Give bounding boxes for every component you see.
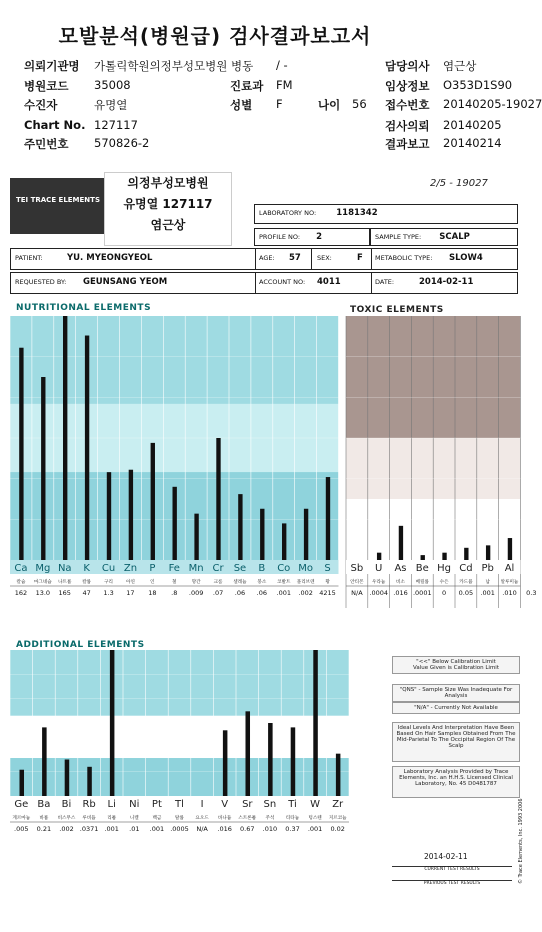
header-label: 임상정보 [385, 79, 430, 93]
result-value: .009 [188, 589, 204, 597]
requested-row: REQUESTED BY: GEUNSANG YEOM ACCOUNT NO: 4011 DATE: 2014-02-11 [10, 272, 518, 294]
element-symbol: Tl [175, 799, 184, 810]
bar-sn [268, 723, 273, 796]
result-value: .002 [59, 825, 74, 833]
element-symbol: P [149, 563, 156, 574]
stamp-line: 의정부성모병원 [127, 176, 209, 190]
element-symbol: Ba [37, 799, 51, 810]
header-label: 진료과 [230, 79, 264, 93]
bar-hg [442, 553, 446, 560]
bar-s [326, 477, 330, 560]
result-value: .07 [212, 589, 224, 597]
result-value: .0005 [170, 825, 189, 833]
element-korean-name: 붕소 [257, 580, 267, 585]
header-label: 수진자 [24, 98, 58, 112]
bar-li [110, 650, 115, 796]
header-value: / - [276, 58, 288, 72]
header-value: 유명열 [94, 98, 128, 112]
element-korean-name: 철 [172, 580, 177, 585]
bar-al [508, 538, 512, 560]
element-symbol: Ca [14, 563, 28, 574]
result-value: .06 [234, 589, 246, 597]
legend-laboratory: Laboratory Analysis Provided by Trace Elements, Inc. an H.H.S. Licensed Clinical Laboratory, No. 45 D0481787 [392, 766, 520, 798]
header-value: 127117 [94, 118, 138, 132]
bar-zr [336, 754, 341, 796]
element-korean-name: 티타늄 [285, 816, 300, 821]
nutritional-title: NUTRITIONAL ELEMENTS [16, 303, 152, 313]
bar-pb [486, 545, 490, 560]
result-value: .010 [502, 589, 517, 597]
legend-qns: "QNS" - Sample Size Was Inadequate For Analysis [392, 684, 520, 702]
additional-title: ADDITIONAL ELEMENTS [16, 640, 145, 650]
laboratory-no-box: LABORATORY NO: 1181342 [254, 204, 518, 224]
bar-cr [216, 438, 220, 560]
chart-band [10, 758, 349, 796]
result-value: 1.3 [103, 589, 114, 597]
header-value: F [276, 97, 283, 111]
result-value: .002 [298, 589, 313, 597]
nutritional-elements-chart [10, 314, 340, 606]
element-symbol: Sr [242, 799, 253, 810]
profile-no-box: PROFILE NO: 2 [254, 228, 370, 246]
header-label: 접수번호 [385, 98, 430, 112]
result-value: 0.67 [240, 825, 255, 833]
result-value: 0 [442, 589, 447, 597]
element-korean-name: 코발트 [277, 580, 291, 585]
element-korean-name: 비스무스 [57, 816, 76, 821]
bar-p [151, 443, 155, 560]
footer-current: CURRENT TEST RESULTS [392, 866, 512, 872]
element-symbol: Se [233, 563, 247, 574]
element-korean-name: 우라늄 [372, 580, 386, 585]
chart-band [10, 716, 349, 758]
element-symbol: Pb [481, 563, 494, 574]
element-korean-name: 바륨 [39, 816, 49, 821]
header-value: FM [276, 78, 293, 92]
hospital-stamp [104, 172, 232, 246]
result-value: .0001 [412, 589, 432, 597]
element-symbol: Mn [188, 563, 204, 574]
element-symbol: Al [504, 563, 515, 574]
element-symbol: Pt [151, 799, 162, 810]
element-symbol: Rb [82, 799, 96, 810]
result-value: .001 [104, 825, 119, 833]
result-value: 47 [82, 589, 91, 597]
header-value: O353D1S90 [443, 78, 513, 92]
header-label: 담당의사 [385, 59, 430, 73]
result-value: 17 [126, 589, 135, 597]
element-korean-name: 나트륨 [58, 580, 72, 585]
element-korean-name: 비소 [396, 580, 405, 585]
result-value: 0.3 [526, 589, 537, 597]
legend-na: "N/A" - Currently Not Available [392, 702, 520, 714]
element-symbol: Sb [350, 563, 364, 574]
result-value: .005 [14, 825, 29, 833]
bar-na [63, 316, 67, 560]
toxic-elements-chart [346, 316, 537, 622]
bar-be [421, 555, 425, 560]
result-value: N/A [351, 589, 363, 597]
element-symbol: Ni [129, 799, 140, 810]
bar-ge [19, 770, 24, 796]
stamp-line: 유명열 127117 [123, 197, 213, 211]
element-korean-name: 탈륨 [175, 816, 184, 821]
element-symbol: K [83, 563, 90, 574]
element-korean-name: 구리 [104, 580, 113, 585]
bar-k [85, 336, 89, 560]
element-symbol: Be [415, 563, 429, 574]
bar-ti [291, 727, 296, 796]
bar-mn [194, 514, 198, 560]
element-symbol: U [375, 563, 383, 574]
element-symbol: Zn [123, 563, 138, 574]
header-label: Chart No. [24, 118, 86, 132]
header-value: 570826-2 [94, 136, 150, 150]
result-value: .06 [256, 589, 268, 597]
header-value: 35008 [94, 78, 131, 92]
element-korean-name: 칼륨 [82, 580, 92, 585]
element-symbol: Sn [263, 799, 277, 810]
element-symbol: Ge [14, 799, 29, 810]
bar-se [238, 494, 242, 560]
header-label: 결과보고 [385, 137, 430, 151]
element-korean-name: 납 [485, 580, 490, 585]
header-value: 20140205-19027 [443, 97, 542, 111]
result-value: .01 [129, 825, 140, 833]
element-korean-name: 안티몬 [350, 580, 364, 585]
element-korean-name: 베릴륨 [415, 580, 429, 585]
bar-as [399, 526, 403, 560]
element-symbol: Mg [35, 563, 51, 574]
legend-calibration: "<<" Below Calibration Limit Value Given is Calibration Limit [392, 656, 520, 674]
bar-sr [245, 711, 250, 796]
stamp-line: 염근상 [150, 218, 186, 232]
header-label: 검사의뢰 [385, 119, 430, 133]
result-value: 0.21 [36, 825, 52, 833]
toxic-title: TOXIC ELEMENTS [350, 305, 444, 315]
bar-co [282, 523, 286, 560]
bar-cd [464, 548, 468, 560]
element-korean-name: 셀레늄 [233, 580, 247, 585]
bar-bi [65, 760, 70, 797]
bar-w [313, 650, 318, 796]
element-symbol: Cu [101, 563, 116, 574]
result-value: 162 [14, 589, 28, 597]
element-korean-name: 니켈 [129, 816, 139, 821]
header-label: 주민번호 [24, 137, 69, 151]
result-value: 13.0 [35, 589, 51, 597]
element-symbol: Cr [212, 563, 224, 574]
bar-v [223, 730, 228, 796]
element-symbol: V [221, 799, 229, 810]
result-value: .001 [276, 589, 291, 597]
element-korean-name: 지르코늄 [328, 816, 347, 821]
element-symbol: Co [277, 563, 291, 574]
bar-fe [172, 487, 176, 560]
result-value: 0.05 [458, 589, 474, 597]
bar-cu [107, 472, 111, 560]
element-symbol: Hg [437, 563, 452, 574]
element-korean-name: 바나듐 [218, 816, 232, 821]
result-value: .010 [262, 825, 278, 833]
header-label: 성별 [230, 98, 253, 112]
element-korean-name: 인 [150, 580, 155, 585]
element-korean-name: 카드뮴 [459, 580, 473, 585]
element-symbol: Bi [61, 799, 72, 810]
element-korean-name: 게르마늄 [12, 816, 31, 821]
footer-previous: PREVIOUS TEST RESULTS [392, 880, 512, 886]
patient-row: PATIENT: YU. MYEONGYEOL AGE: 57 SEX: F METABOLIC TYPE: SLOW4 [10, 248, 518, 270]
bar-ca [19, 348, 23, 560]
result-value: .016 [393, 589, 408, 597]
bar-u [377, 553, 381, 560]
element-symbol: W [310, 799, 321, 810]
bar-ba [42, 727, 47, 796]
result-value: 0.02 [330, 825, 345, 833]
header-value: 20140214 [443, 136, 502, 150]
element-korean-name: 마그네슘 [33, 580, 52, 585]
element-korean-name: 망간 [191, 580, 201, 585]
result-value: .001 [307, 825, 323, 833]
element-korean-name: 아연 [126, 580, 135, 585]
element-symbol: Mo [298, 563, 314, 574]
additional-elements-chart [10, 650, 384, 864]
element-korean-name: 황 [325, 580, 330, 585]
element-symbol: I [200, 799, 204, 810]
element-korean-name: 알루미늄 [500, 580, 519, 585]
legend-ideal-levels: Ideal Levels And Interpretation Have Been Based On Hair Samples Obtained From The Mid-Parietal To The Occipital Region Of The Scalp [392, 722, 520, 762]
element-symbol: Na [57, 563, 72, 574]
element-korean-name: 텅스텐 [308, 816, 322, 821]
element-symbol: Cd [459, 563, 473, 574]
element-korean-name: 백금 [152, 816, 162, 821]
header-value: 가톨릭학원의정부성모병원 병동 [94, 59, 254, 73]
result-value: N/A [196, 825, 208, 833]
result-value: 0.37 [285, 825, 300, 833]
header-value: 염근상 [443, 59, 477, 73]
result-value: .001 [480, 589, 495, 597]
footer-copyright: © Trace Elements, Inc. 1993 2006 [518, 798, 524, 884]
element-korean-name: 수은 [439, 580, 449, 585]
result-value: 18 [148, 589, 157, 597]
element-symbol: As [394, 563, 407, 574]
bar-mg [41, 377, 45, 560]
bar-zn [129, 470, 133, 560]
trace-elements-logo: TEI TRACE ELEMENTS [10, 178, 110, 234]
element-korean-name: 몰리브덴 [296, 580, 315, 585]
result-value: .8 [171, 589, 178, 597]
header-value: 20140205 [443, 118, 502, 132]
element-korean-name: 리튬 [107, 816, 117, 821]
handwritten-note: 2/5 - 19027 [430, 178, 488, 189]
result-value: .0004 [369, 589, 389, 597]
element-symbol: S [324, 563, 331, 574]
element-korean-name: 요오드 [195, 816, 209, 821]
element-symbol: Li [107, 799, 116, 810]
element-symbol: Ti [288, 799, 297, 810]
element-korean-name: 주석 [265, 816, 275, 821]
result-value: .016 [217, 825, 232, 833]
header-label: 나이 [318, 98, 341, 112]
result-value: .0371 [79, 825, 99, 833]
result-value: .001 [149, 825, 165, 833]
element-symbol: Fe [168, 563, 180, 574]
symbol-row [346, 560, 520, 574]
element-korean-name: 칼슘 [16, 580, 26, 585]
header-label: 의뢰기관명 [24, 59, 80, 73]
element-symbol: Zr [332, 799, 344, 810]
element-korean-name: 스트론튬 [238, 816, 257, 821]
result-value: 4215 [319, 589, 336, 597]
element-korean-name: 크롬 [213, 580, 223, 585]
header-label: 병원코드 [24, 79, 69, 93]
sample-type-box: SAMPLE TYPE: SCALP [370, 228, 518, 246]
result-value: 165 [58, 589, 71, 597]
bar-rb [87, 767, 92, 796]
bar-mo [304, 509, 308, 560]
footer-date: 2014-02-11 [424, 852, 468, 861]
header-value: 56 [352, 97, 367, 111]
element-symbol: B [258, 563, 266, 574]
element-korean-name: 루비듐 [82, 816, 96, 821]
report-title: 모발분석(병원급) 검사결과보고서 [58, 24, 372, 48]
bar-b [260, 509, 264, 560]
